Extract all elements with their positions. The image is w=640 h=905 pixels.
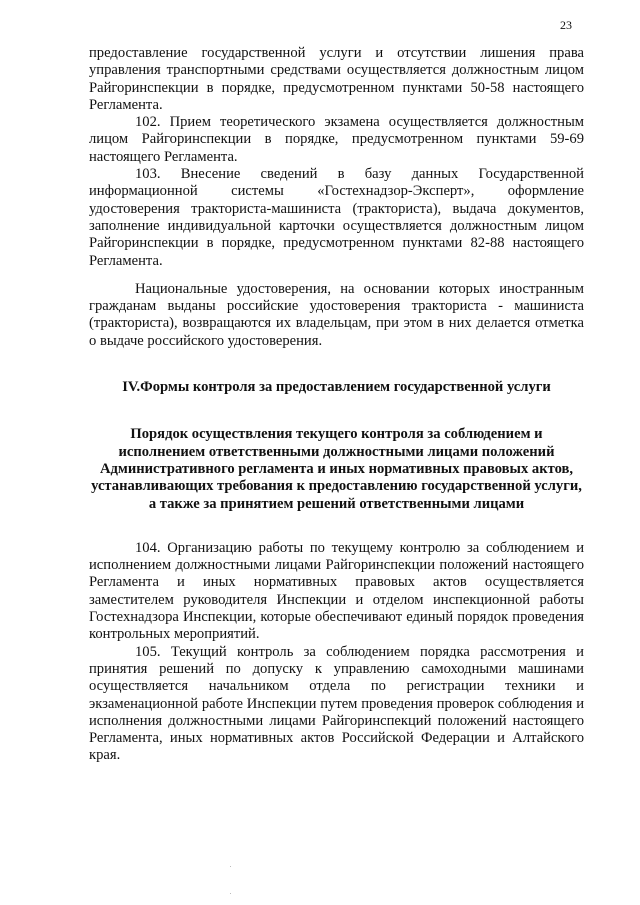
page-number: 23 [560, 18, 572, 32]
subsection-heading: Порядок осуществления текущего контроля за соблюдением и исполнением ответственными должностными лицами положений Административного регламента и иных нормативных правовых актов, устанавливающих требования к предоставлению государственной услуги, а также за принятием решений ответственными лицами [91, 426, 582, 512]
paragraph-105: 105. Текущий контроль за соблюдением порядка рассмотрения и принятия решений по допуску к управлению самоходными машинами осуществляется начальником отдела по регистрации техники и экзаменационной работе Инспекции путем проведения проверок соблюдения и исполнения должностными лицами Райгоринспекций положений настоящего Регламента, иных нормативных актов Российской Федерации и Алтайского края. [89, 643, 584, 764]
scan-dot [230, 866, 231, 867]
paragraph-103: 103. Внесение сведений в базу данных Государственной информационной системы «Гостехнадзор-Эксперт», оформление удостоверения тракториста-машиниста (тракториста), выдача документов, заполнение индивидуальной карточки осуществляется должностным лицом Райгоринспекции в порядке, предусмотренном пунктами 82-88 настоящего Регламента. [89, 166, 584, 269]
document-body [89, 45, 584, 765]
paragraph-104: 104. Организацию работы по текущему контролю за соблюдением и исполнением должностными лицами Райгоринспекции положений настоящего Регламента и иных нормативных правовых актов осуществляется заместителем руководителя Инспекции и отделом инспекционной работы Гостехнадзора Инспекции, которые обеспечивают единый порядок проведения контрольных мероприятий. [89, 539, 584, 643]
scan-dot [230, 893, 231, 894]
paragraph-102: 102. Прием теоретического экзамена осуществляется должностным лицом Райгоринспекции в порядке, предусмотренном пунктами 59-69 настоящего Регламента. [89, 114, 584, 165]
section-heading: IV.Формы контроля за предоставлением государственной услуги [122, 379, 551, 396]
paragraph-national-licenses: Национальные удостоверения, на основании которых иностранным гражданам выданы российские удостоверения тракториста - машиниста (тракториста), возвращаются их владельцам, при этом в них делается отметка о выдаче российского удостоверения. [89, 280, 584, 349]
paragraph-continuation: предоставление государственной услуги и отсутствии лишения права управления транспортными средствами осуществляется должностным лицом Райгоринспекции в порядке, предусмотренном пунктами 50-58 настоящего Регламента. [89, 45, 584, 113]
